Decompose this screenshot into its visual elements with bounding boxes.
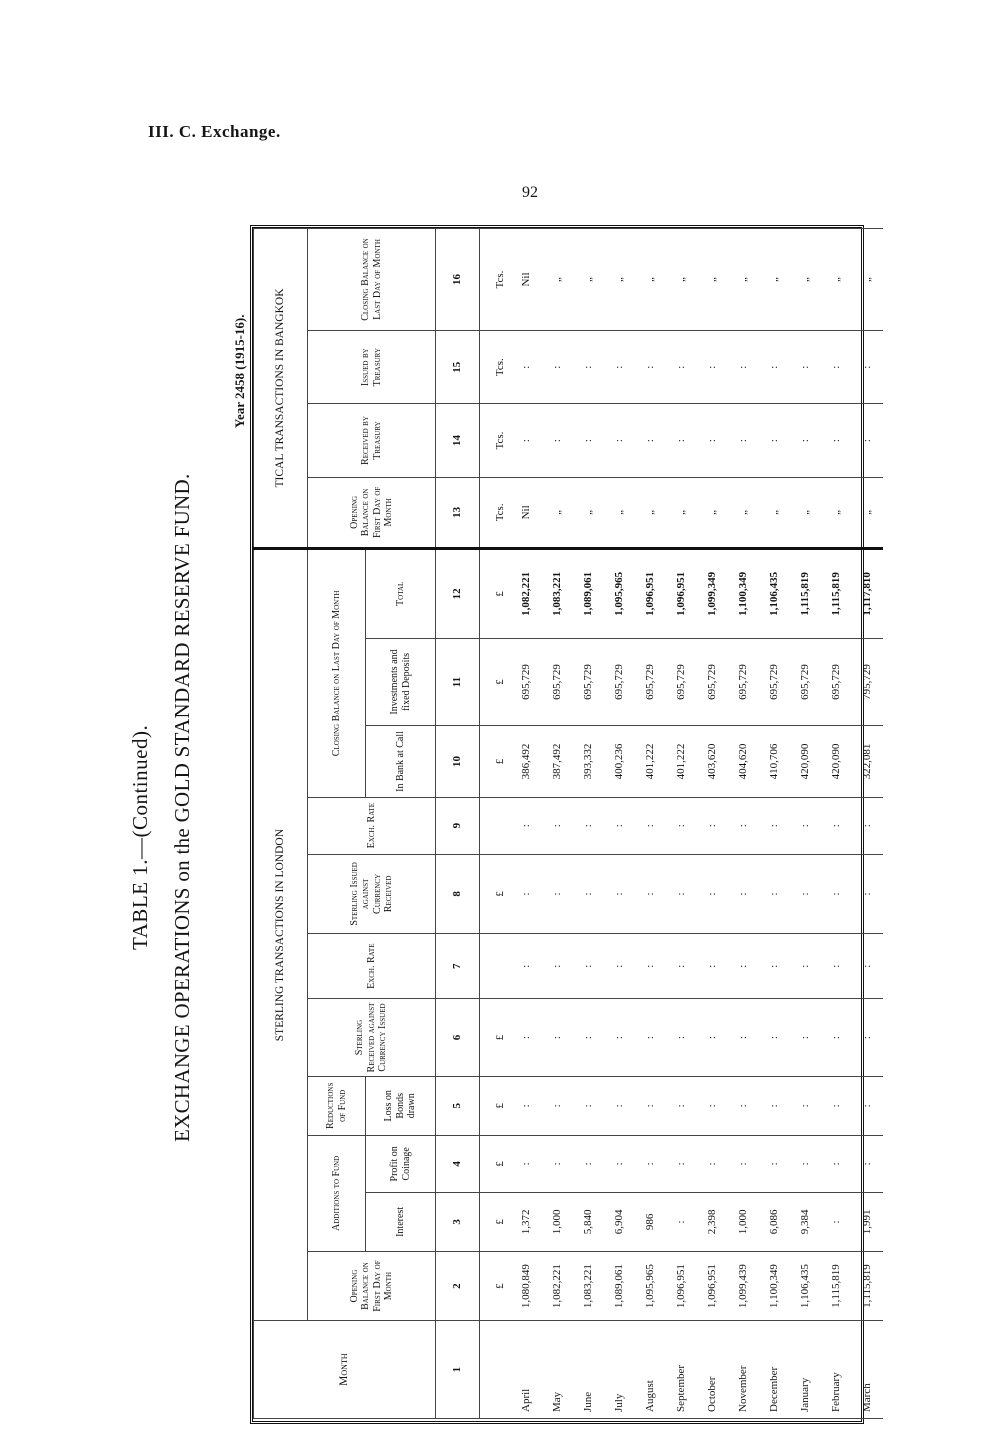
value-cell: 420,090 (821, 726, 852, 797)
value-cell: 1,083,221 (573, 1251, 604, 1320)
value-cell: : (511, 1076, 542, 1135)
value-cell: : (852, 1076, 883, 1135)
value-cell: 1,096,951 (666, 1251, 697, 1320)
column-number: 6 (436, 999, 480, 1076)
reductions-header: Reductions of Fund (308, 1076, 366, 1135)
value-cell: : (821, 331, 852, 404)
unit-cell: Tcs. (480, 331, 511, 404)
value-cell: : (573, 404, 604, 477)
value-cell: 1,115,819 (821, 1251, 852, 1320)
value-cell: : (790, 404, 821, 477)
value-cell: 695,729 (759, 638, 790, 726)
value-cell: Nil (511, 477, 542, 548)
value-cell: : (852, 854, 883, 933)
page-number: 92 (522, 184, 538, 201)
exch-rate-header: Exch. Rate (308, 934, 436, 999)
value-cell: 1,000 (728, 1192, 759, 1251)
value-cell: 1,100,349 (759, 1251, 790, 1320)
month-cell: November (728, 1321, 759, 1419)
value-cell: Nil (511, 229, 542, 331)
value-cell: 1,099,349 (697, 549, 728, 639)
tical-opening-header: Opening Balance on First Day of Month (308, 477, 436, 548)
value-cell: : (852, 1135, 883, 1192)
value-cell: : (790, 934, 821, 999)
value-cell: : (573, 1076, 604, 1135)
tical-closing-header: Closing Balance on Last Day of Month (308, 229, 436, 331)
table-row (635, 229, 666, 1419)
tical-group-header: TICAL TRANSACTIONS IN BANGKOK (254, 229, 308, 549)
value-cell: : (666, 999, 697, 1076)
value-cell: : (511, 854, 542, 933)
column-number: 9 (436, 797, 480, 854)
value-cell: : (759, 854, 790, 933)
value-cell: 1,096,951 (666, 549, 697, 639)
value-cell: 1,372 (511, 1192, 542, 1251)
value-cell: 1,096,951 (697, 1251, 728, 1320)
value-cell: : (511, 999, 542, 1076)
value-cell: 1,117,810 (852, 549, 883, 639)
value-cell: : (821, 854, 852, 933)
value-cell: „ (852, 229, 883, 331)
value-cell: „ (852, 477, 883, 548)
value-cell: : (542, 1076, 573, 1135)
value-cell: : (697, 404, 728, 477)
closing-balance-header: Closing Balance on Last Day of Month (308, 549, 366, 798)
value-cell: 1,083,221 (542, 549, 573, 639)
value-cell: : (852, 331, 883, 404)
exch-rate-header-2: Exch. Rate (308, 797, 436, 854)
value-cell: : (728, 404, 759, 477)
value-cell: : (821, 1135, 852, 1192)
value-cell: : (728, 1076, 759, 1135)
value-cell: : (573, 331, 604, 404)
value-cell: „ (604, 477, 635, 548)
month-cell: September (666, 1321, 697, 1419)
value-cell: : (511, 797, 542, 854)
value-cell: 695,729 (697, 638, 728, 726)
value-cell: 986 (635, 1192, 666, 1251)
total-header: Total (366, 549, 436, 639)
month-cell: August (635, 1321, 666, 1419)
value-cell: „ (666, 477, 697, 548)
value-cell: 695,729 (573, 638, 604, 726)
month-header: Month (254, 1321, 436, 1419)
value-cell: : (635, 331, 666, 404)
value-cell: : (511, 1135, 542, 1192)
value-cell: 401,222 (666, 726, 697, 797)
value-cell: 403,620 (697, 726, 728, 797)
value-cell: : (821, 934, 852, 999)
table-row (604, 229, 635, 1419)
column-number: 4 (436, 1135, 480, 1192)
value-cell: : (852, 934, 883, 999)
value-cell: „ (666, 229, 697, 331)
value-cell: „ (697, 229, 728, 331)
unit-cell: £ (480, 638, 511, 726)
value-cell: : (759, 1135, 790, 1192)
value-cell: : (697, 797, 728, 854)
unit-cell: £ (480, 1251, 511, 1320)
table-row (728, 229, 759, 1419)
column-number: 2 (436, 1251, 480, 1320)
table-row (790, 229, 821, 1419)
value-cell: 400,236 (604, 726, 635, 797)
value-cell: : (635, 934, 666, 999)
value-cell: „ (728, 229, 759, 331)
month-cell: June (573, 1321, 604, 1419)
value-cell: : (666, 854, 697, 933)
additions-header: Additions to Fund (308, 1135, 366, 1251)
value-cell: 1,106,435 (759, 549, 790, 639)
value-cell: : (697, 1076, 728, 1135)
table-row (542, 229, 573, 1419)
value-cell: : (728, 797, 759, 854)
unit-cell: Tcs. (480, 404, 511, 477)
section-heading: III. C. Exchange. (148, 122, 281, 141)
value-cell: 1,106,435 (790, 1251, 821, 1320)
value-cell: : (573, 1135, 604, 1192)
column-number: 5 (436, 1076, 480, 1135)
unit-cell (480, 1321, 511, 1419)
sterling-group-header: STERLING TRANSACTIONS IN LONDON (254, 549, 308, 1321)
value-cell: : (666, 934, 697, 999)
exchange-operations-table (253, 228, 883, 1419)
column-number: 10 (436, 726, 480, 797)
table-row (666, 229, 697, 1419)
value-cell: : (821, 404, 852, 477)
value-cell: 1,115,819 (821, 549, 852, 639)
value-cell: 322,081 (852, 726, 883, 797)
value-cell: : (790, 854, 821, 933)
unit-cell: £ (480, 1192, 511, 1251)
value-cell: : (542, 854, 573, 933)
value-cell: 1,100,349 (728, 549, 759, 639)
value-cell: „ (604, 229, 635, 331)
value-cell: : (573, 797, 604, 854)
value-cell: : (573, 999, 604, 1076)
value-cell: 5,840 (573, 1192, 604, 1251)
column-number: 7 (436, 934, 480, 999)
table-board (253, 228, 873, 1419)
value-cell: : (728, 1135, 759, 1192)
value-cell: : (790, 999, 821, 1076)
value-cell: : (604, 797, 635, 854)
month-cell: March (852, 1321, 883, 1419)
value-cell: : (604, 404, 635, 477)
value-cell: „ (542, 229, 573, 331)
value-cell: : (604, 999, 635, 1076)
table-row (573, 229, 604, 1419)
value-cell: 1,082,221 (511, 549, 542, 639)
value-cell: „ (635, 229, 666, 331)
value-cell: 695,729 (542, 638, 573, 726)
column-number: 11 (436, 638, 480, 726)
value-cell: 9,384 (790, 1192, 821, 1251)
value-cell: „ (635, 477, 666, 548)
value-cell: : (604, 1076, 635, 1135)
value-cell: 695,729 (511, 638, 542, 726)
value-cell: „ (821, 477, 852, 548)
value-cell: : (821, 999, 852, 1076)
value-cell: 6,904 (604, 1192, 635, 1251)
value-cell: : (759, 331, 790, 404)
month-cell: April (511, 1321, 542, 1419)
value-cell: : (728, 999, 759, 1076)
value-cell: : (666, 1076, 697, 1135)
value-cell: : (821, 1192, 852, 1251)
value-cell: : (635, 404, 666, 477)
value-cell: 1,089,061 (573, 549, 604, 639)
unit-cell (480, 797, 511, 854)
value-cell: : (759, 404, 790, 477)
value-cell: : (635, 1135, 666, 1192)
value-cell: : (542, 331, 573, 404)
value-cell: : (511, 934, 542, 999)
month-cell: December (759, 1321, 790, 1419)
column-number: 1 (436, 1321, 480, 1419)
unit-cell (480, 934, 511, 999)
value-cell: : (790, 1076, 821, 1135)
value-cell: 2,398 (697, 1192, 728, 1251)
value-cell: „ (697, 477, 728, 548)
value-cell: 6,086 (759, 1192, 790, 1251)
value-cell: „ (790, 477, 821, 548)
value-cell: 1,115,819 (790, 549, 821, 639)
table-row (697, 229, 728, 1419)
value-cell: 1,089,061 (604, 1251, 635, 1320)
month-cell: October (697, 1321, 728, 1419)
table-row (511, 229, 542, 1419)
value-cell: : (821, 797, 852, 854)
table-body (480, 229, 883, 1419)
table-title: TABLE 1.—(Continued). (128, 724, 152, 950)
value-cell: 695,729 (728, 638, 759, 726)
value-cell: : (759, 797, 790, 854)
value-cell: : (697, 331, 728, 404)
value-cell: 1,096,951 (635, 549, 666, 639)
column-number: 12 (436, 549, 480, 639)
value-cell: 1,082,221 (542, 1251, 573, 1320)
value-cell: : (759, 934, 790, 999)
unit-cell: £ (480, 1076, 511, 1135)
value-cell: : (852, 797, 883, 854)
value-cell: 401,222 (635, 726, 666, 797)
profit-coinage-header: Profit on Coinage (366, 1135, 436, 1192)
value-cell: : (666, 1135, 697, 1192)
value-cell: : (790, 797, 821, 854)
value-cell: 393,332 (573, 726, 604, 797)
value-cell: 420,090 (790, 726, 821, 797)
value-cell: : (542, 404, 573, 477)
value-cell: 695,729 (666, 638, 697, 726)
unit-cell: Tcs. (480, 477, 511, 548)
value-cell: : (542, 797, 573, 854)
sterling-issued-header: Sterling Issued against Currency Received (308, 854, 436, 933)
unit-cell: £ (480, 999, 511, 1076)
year-label: Year 2458 (1915-16). (232, 314, 247, 428)
column-number-row (436, 229, 480, 1419)
table-subtitle: EXCHANGE OPERATIONS on the GOLD STANDARD RESERVE FUND. (170, 473, 194, 1142)
value-cell: „ (759, 477, 790, 548)
value-cell: : (666, 331, 697, 404)
opening-balance-header: Opening Balance on First Day of Month (308, 1251, 436, 1320)
value-cell: 695,729 (821, 638, 852, 726)
column-number: 3 (436, 1192, 480, 1251)
value-cell: : (697, 934, 728, 999)
unit-cell: Tcs. (480, 229, 511, 331)
interest-header: Interest (366, 1192, 436, 1251)
value-cell: „ (790, 229, 821, 331)
unit-cell: £ (480, 1135, 511, 1192)
sterling-received-header: Sterling Received against Currency Issued (308, 999, 436, 1076)
month-cell: February (821, 1321, 852, 1419)
value-cell: : (573, 934, 604, 999)
unit-cell: £ (480, 854, 511, 933)
table-row (759, 229, 790, 1419)
value-cell: : (666, 797, 697, 854)
month-cell: May (542, 1321, 573, 1419)
value-cell: 410,706 (759, 726, 790, 797)
value-cell: 795,729 (852, 638, 883, 726)
value-cell: 387,492 (542, 726, 573, 797)
value-cell: : (697, 999, 728, 1076)
value-cell: : (759, 999, 790, 1076)
value-cell: „ (821, 229, 852, 331)
issued-treasury-header: Issued by Treasury (308, 331, 436, 404)
value-cell: „ (573, 477, 604, 548)
in-bank-header: In Bank at Call (366, 726, 436, 797)
value-cell: : (852, 404, 883, 477)
value-cell: 695,729 (604, 638, 635, 726)
value-cell: : (635, 797, 666, 854)
value-cell: : (728, 331, 759, 404)
month-cell: July (604, 1321, 635, 1419)
value-cell: 386,492 (511, 726, 542, 797)
rotated-table (253, 228, 873, 1419)
value-cell: : (542, 999, 573, 1076)
value-cell: „ (759, 229, 790, 331)
value-cell: : (604, 1135, 635, 1192)
table-row (821, 229, 852, 1419)
table-row (852, 229, 883, 1419)
value-cell: 695,729 (635, 638, 666, 726)
value-cell: : (728, 854, 759, 933)
value-cell: 1,095,965 (635, 1251, 666, 1320)
column-number: 13 (436, 477, 480, 548)
value-cell: 1,000 (542, 1192, 573, 1251)
value-cell: 1,115,819 (852, 1251, 883, 1320)
value-cell: „ (542, 477, 573, 548)
value-cell: : (635, 999, 666, 1076)
value-cell: 1,099,439 (728, 1251, 759, 1320)
unit-row (480, 229, 511, 1419)
value-cell: „ (728, 477, 759, 548)
value-cell: 1,080,849 (511, 1251, 542, 1320)
column-number: 15 (436, 331, 480, 404)
value-cell: : (790, 331, 821, 404)
unit-cell: £ (480, 726, 511, 797)
value-cell: : (790, 1135, 821, 1192)
value-cell: : (821, 1076, 852, 1135)
value-cell: : (666, 1192, 697, 1251)
value-cell: : (697, 854, 728, 933)
value-cell: : (728, 934, 759, 999)
loss-bonds-header: Loss on Bonds drawn (366, 1076, 436, 1135)
value-cell: 1,991 (852, 1192, 883, 1251)
value-cell: : (604, 331, 635, 404)
received-treasury-header: Received by Treasury (308, 404, 436, 477)
value-cell: : (697, 1135, 728, 1192)
value-cell: : (635, 1076, 666, 1135)
value-cell: : (604, 934, 635, 999)
value-cell: „ (573, 229, 604, 331)
value-cell: : (635, 854, 666, 933)
month-cell: January (790, 1321, 821, 1419)
investments-header: Investments and fixed Deposits (366, 638, 436, 726)
value-cell: : (604, 854, 635, 933)
value-cell: : (542, 934, 573, 999)
value-cell: 695,729 (790, 638, 821, 726)
value-cell: : (573, 854, 604, 933)
value-cell: 1,095,965 (604, 549, 635, 639)
value-cell: : (759, 1076, 790, 1135)
value-cell: : (852, 999, 883, 1076)
value-cell: 404,620 (728, 726, 759, 797)
column-number: 14 (436, 404, 480, 477)
value-cell: : (666, 404, 697, 477)
value-cell: : (511, 404, 542, 477)
value-cell: : (542, 1135, 573, 1192)
column-number: 8 (436, 854, 480, 933)
unit-cell: £ (480, 549, 511, 639)
column-number: 16 (436, 229, 480, 331)
value-cell: : (511, 331, 542, 404)
